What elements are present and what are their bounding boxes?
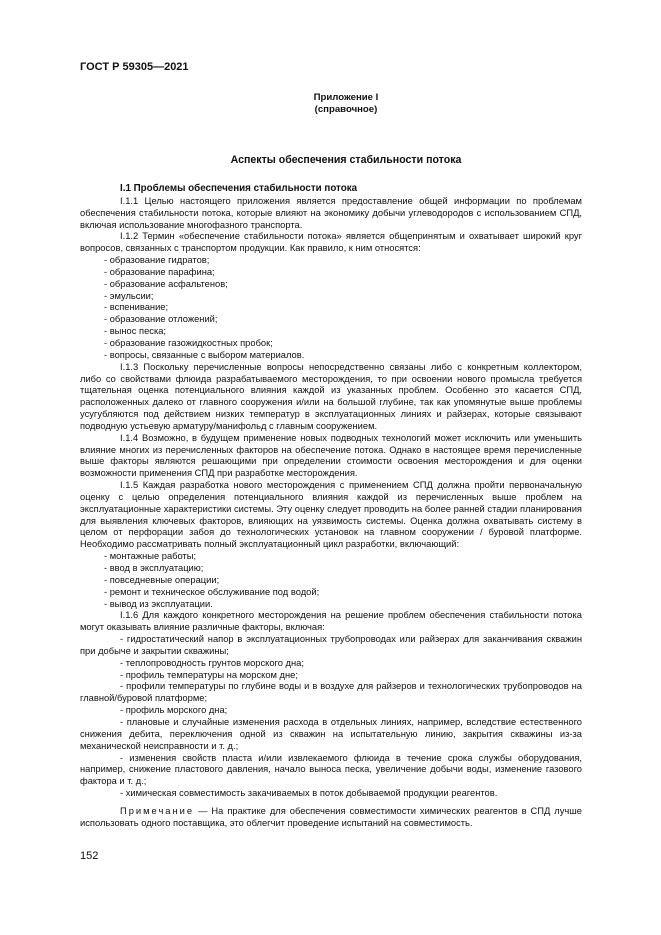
list-item: - профили температуры по глубине воды и в воздухе для райзеров и технологических трубопроводов на главной/буровой платформе; [80, 681, 582, 704]
note [80, 806, 582, 830]
list-item: - профиль температуры на морском дне; [120, 669, 298, 680]
list-item: - ввод в эксплуатацию; [104, 563, 204, 573]
list-item: - профиль морского дна; [120, 705, 228, 716]
list-item: - гидростатический напор в эксплуатационных трубопроводах или райзерах для заканчивания скважин при добыче и закрытии скважины; [80, 634, 582, 656]
standard-header: ГОСТ Р 59305—2021 [80, 61, 189, 73]
list-item: - вывод из эксплуатации. [104, 598, 213, 609]
list-item: - химическая совместимость закачиваемых в поток добываемой продукции реагентов. [120, 788, 498, 799]
paragraph: I.1.5 Каждая разработка нового месторождения с применением СПД должна пройти первоначальную оценку с целью определения потенциального влияния каждой из перечисленных выше проблем на эксплуатационные характеристики системы. Эту оценку следует проводить на более ранней стадии планирования для выявления ключевых факторов, влияющих на уязвимость системы. Оценка должна охватывать систему в целом от перфорации забоя до технологических установок на главном сооружении / буровой платформе. Необходимо рассматривать полный эксплуатационный цикл разработки, включающий: [80, 480, 582, 550]
list-item: - монтажные работы; [104, 551, 197, 562]
paragraph: I.1.3 Поскольку перечисленные вопросы непосредственно связаны либо с конкретным коллектором, либо со свойствами флюида разрабатываемого месторождения, то при освоении нового промысла требуется тщательная оценка потенциального влияния каждой из указанных проблем. Особенно это касается СПД, расположенных далеко от главного сооружения и/или на большой глубине, так как упомянутые выше проблемы усугубляются под действием низких температур в эксплуатационных линиях и райзерах, которые связывают подводную устьевую арматуру/манифольд с главным сооружением. [80, 361, 582, 431]
list-item: - теплопроводность грунтов морского дна; [120, 657, 304, 668]
list-item: - ремонт и техническое обслуживание под водой; [104, 586, 320, 597]
paragraph: I.1.2 Термин «обеспечение стабильности потока» является общепринятым и охватывает широкий круг вопросов, связанных с транспортом продукции. Как правило, к ним относятся: [80, 231, 582, 254]
list-item: - вынос песка; [104, 326, 167, 337]
page-number: 152 [80, 850, 99, 862]
page-title: Аспекты обеспечения стабильности потока [230, 154, 462, 166]
list-lifecycle [80, 551, 582, 610]
note-label: Примечание [120, 805, 195, 816]
paragraph: I.1.4 Возможно, в будущем применение новых подводных технологий может исключить или уменьшить влияние многих из перечисленных факторов на обеспечение потока. Однако в настоящее время перечисленные выше факторы являются решающими при определении стоимости освоения месторождения и для оценки возможности применения СПД при разработке месторождения. [80, 432, 582, 479]
list-item: - вспенивание; [104, 302, 169, 313]
section-heading: I.1 Проблемы обеспечения стабильности потока [120, 183, 358, 194]
list-item: - образование газожидкостных пробок; [104, 337, 273, 348]
list-item: - образование асфальтенов; [104, 278, 228, 289]
note-text: — На практике для обеспечения совместимости химических реагентов в СПД лучше использовать одного поставщика, это облегчит проведение испытаний на совместимость. [80, 805, 582, 828]
document-body [80, 183, 582, 830]
list-influences [80, 634, 582, 800]
list-factors [80, 255, 582, 362]
list-item: - плановые и случайные изменения расхода в отдельных линиях, например, вследствие естественного снижения дебита, переключения одной из скважин на испытательную линию, закрытия скважины из-за механической неисправности и т. д.; [80, 716, 582, 751]
paragraph: I.1.1 Целью настоящего приложения является предоставление общей информации по проблемам обеспечения стабильности потока, которые влияют на экономику добычи углеводородов с использованием СПД, включая использование многофазного транспорта. [80, 195, 582, 230]
list-item: - повседневные операции; [104, 574, 220, 585]
appendix-label: Приложение I [313, 92, 379, 103]
list-item: - эмульсии; [104, 290, 154, 301]
list-item: - вопросы, связанные с выбором материалов. [104, 349, 305, 360]
list-item: - образование парафина; [104, 266, 215, 277]
paragraph: I.1.6 Для каждого конкретного месторождения на решение проблем обеспечения стабильности потока могут оказывать влияние различные факторы, включая: [80, 610, 582, 633]
list-item: - образование отложений; [104, 314, 218, 325]
list-item: - образование гидратов; [104, 255, 210, 266]
list-item: - изменения свойств пласта и/или извлекаемого флюида в течение срока службы оборудования, например, снижение пластового давления, начало выноса песка, увеличение добычи воды, изменение газового фактора и т. д.; [80, 752, 582, 787]
appendix-type: (справочное) [314, 104, 378, 115]
